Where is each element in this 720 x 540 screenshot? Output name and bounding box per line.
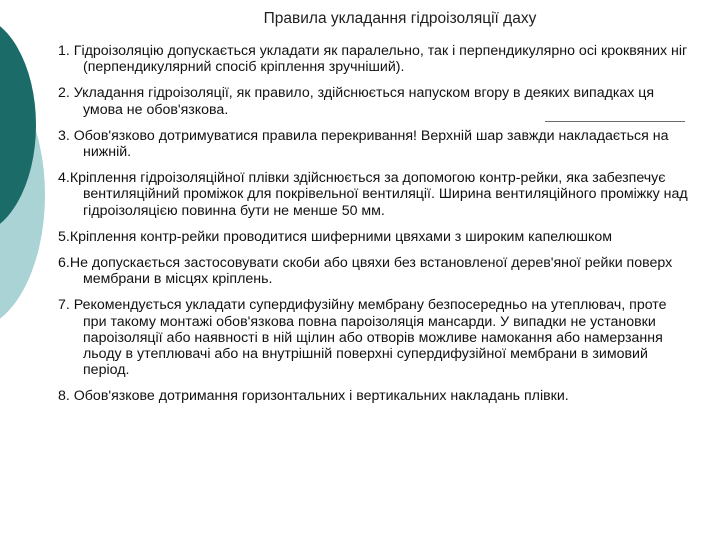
- decorative-teal-shape: [0, 0, 60, 330]
- slide-title: Правила укладання гідроізоляції даху: [263, 10, 537, 27]
- list-item-5: 5.Кріплення контр-рейки проводитися шиферними цвяхами з широким капелюшком: [58, 228, 612, 245]
- list-item-6: 6.Не допускається застосовувати скоби або цвяхи без встановленої дерев'яної рейки поверх мембрани в місцях кріплень.: [58, 255, 673, 288]
- list-item-3: 3. Обов'язково дотримуватися правила перекривання! Верхній шар завжди накладається на нижній.: [58, 127, 669, 161]
- list-item-7: 7. Рекомендується укладати супердифузійну мембрану безпосередньо на утеплювач, проте при такому монтажі обов'язкова повна пароізоляція мансарди. У випадки не установки пароізоляції або наявності в ній щілин або отворів можливе намокання або намерзання льоду в утеплювачі або на внутрішній поверхні супердифузійної мембрани в зимовий період.: [58, 297, 667, 379]
- list-item-4: 4.Кріплення гідроізоляційної плівки здійснюється за допомогою контр-рейки, яка забезпечує вентиляційний проміжок для покрівельної вентиляції. Ширина вентиляційного проміжку над гідроізоляцією повинна бути не менше 50 мм.: [58, 170, 688, 219]
- list-item-8: 8. Обов'язкове дотримання горизонтальних і вертикальних накладань плівки.: [58, 388, 569, 405]
- list-item-2: 2. Укладання гідроізоляції, як правило, здійснюється напуском вгору в деяких випадках ця умова не обов'язкова.: [58, 85, 655, 118]
- rules-list: [58, 43, 688, 405]
- list-item-1: 1. Гідроізоляцію допускається укладати як паралельно, так і перпендикулярно осі кроквяних ніг (перпендикулярний спосіб кріплення зручніший).: [58, 43, 688, 76]
